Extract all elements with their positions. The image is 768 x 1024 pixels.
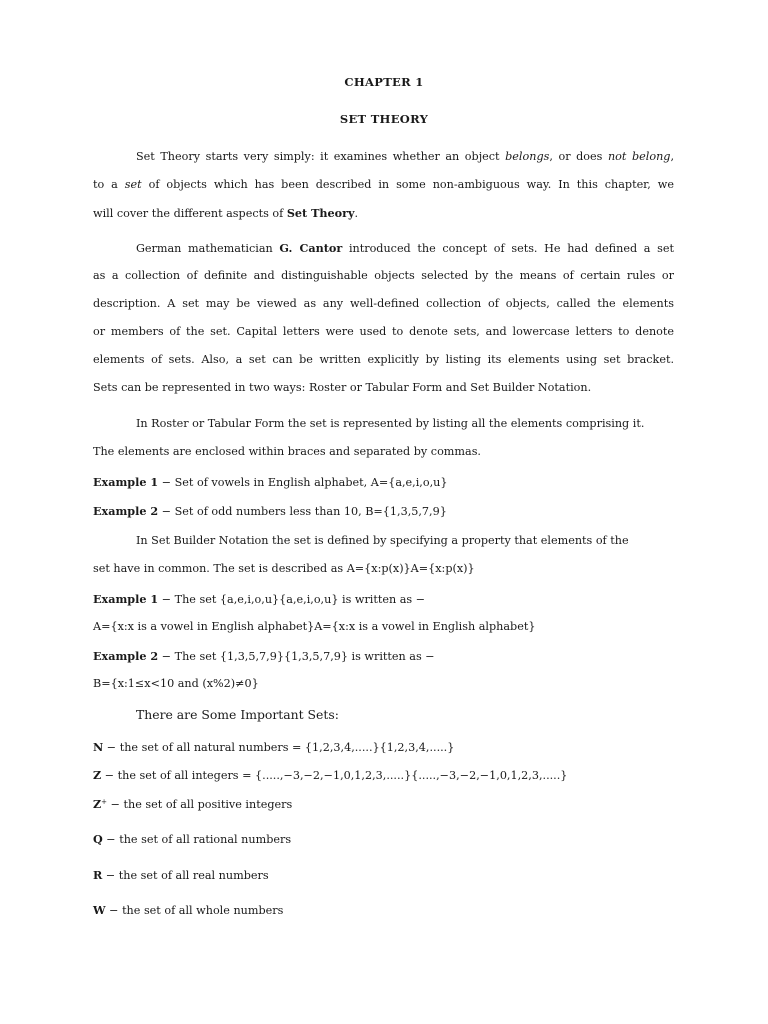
important-set-integers: Z − the set of all integers = {.....,−3,−2,−1,0,1,2,3,.....}{.....,−3,−2,−1,0,1,2,3,.....}	[93, 768, 568, 782]
roster-line-1: In Roster or Tabular Form the set is represented by listing all the elements comprising it.	[136, 417, 645, 430]
builder-example-1-result: A={x:x is a vowel in English alphabet}A={x:x is a vowel in English alphabet}	[93, 620, 536, 633]
intro-line-3: will cover the different aspects of Set Theory.	[93, 206, 359, 220]
roster-example-2: Example 2 − Set of odd numbers less than 10, B={1,3,5,7,9}	[93, 504, 447, 518]
cantor-line-3: description. A set may be viewed as any well-defined collection of objects, called the elements	[93, 297, 674, 310]
cantor-line-4: or members of the set. Capital letters were used to denote sets, and lowercase letters to denote	[93, 325, 674, 338]
important-sets-heading: There are Some Important Sets:	[136, 707, 339, 722]
cantor-line-6: Sets can be represented in two ways: Roster or Tabular Form and Set Builder Notation.	[93, 381, 592, 394]
chapter-label: CHAPTER 1	[344, 75, 424, 89]
builder-example-2: Example 2 − The set {1,3,5,7,9}{1,3,5,7,9} is written as −	[93, 649, 435, 663]
cantor-line-2: as a collection of definite and distinguishable objects selected by the means of certain rules or	[93, 269, 674, 282]
important-set-whole: W − the set of all whole numbers	[93, 903, 284, 917]
important-set-positive-integers: Z+ − the set of all positive integers	[93, 797, 293, 811]
important-set-natural: N − the set of all natural numbers = {1,2,3,4,.....}{1,2,3,4,.....}	[93, 740, 455, 754]
cantor-line-1: German mathematician G. Cantor introduced the concept of sets. He had defined a set	[136, 241, 674, 255]
cantor-line-5: elements of sets. Also, a set can be written explicitly by listing its elements using set bracket.	[93, 353, 674, 366]
chapter-title: SET THEORY	[339, 112, 429, 126]
roster-line-2: The elements are enclosed within braces and separated by commas.	[93, 445, 481, 458]
builder-example-1: Example 1 − The set {a,e,i,o,u}{a,e,i,o,u} is written as −	[93, 592, 426, 606]
important-set-rational: Q − the set of all rational numbers	[93, 832, 292, 846]
builder-example-2-result: B={x:1≤x<10 and (x%2)≠0}	[93, 677, 259, 690]
important-set-real: R − the set of all real numbers	[93, 868, 269, 882]
builder-line-2: set have in common. The set is described as A={x:p(x)}A={x:p(x)}	[93, 562, 475, 575]
roster-example-1: Example 1 − Set of vowels in English alphabet, A={a,e,i,o,u}	[93, 475, 448, 489]
builder-line-1: In Set Builder Notation the set is defined by specifying a property that elements of the	[136, 534, 629, 547]
intro-line-1: Set Theory starts very simply: it examines whether an object belongs, or does not belong,	[136, 150, 674, 163]
intro-line-2: to a set of objects which has been described in some non-ambiguous way. In this chapter, we	[93, 178, 675, 191]
